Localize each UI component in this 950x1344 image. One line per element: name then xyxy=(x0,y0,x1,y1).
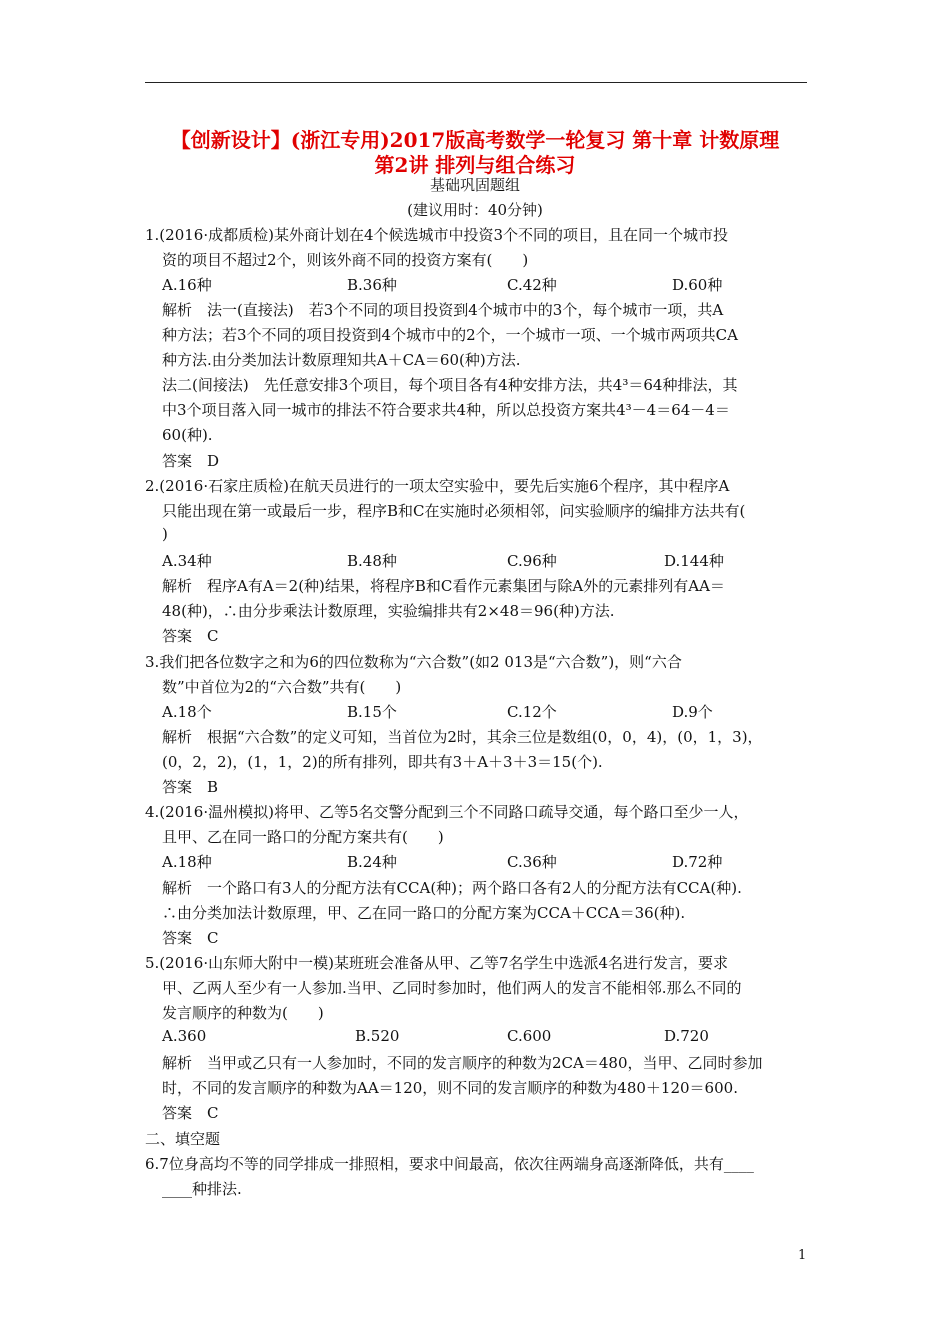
q1-option-b: B.36种 xyxy=(347,276,397,294)
q5-option-d: D.720 xyxy=(664,1027,709,1045)
q3-stem-line2: 数”中首位为2的“六合数”共有( ) xyxy=(162,678,402,696)
q1-analysis-line3: 种方法.由分类加法计数原理知共A＋CA＝60(种)方法. xyxy=(162,351,521,369)
q5-stem-line1: 5.(2016·山东师大附中一模)某班班会准备从甲、乙等7名学生中选派4名进行发言，要求 xyxy=(145,954,729,972)
q3-option-a: A.18个 xyxy=(162,703,212,721)
q1-analysis-line1: 解析 法一(直接法) 若3个不同的项目投资到4个城市中的3个，每个城市一项，共A xyxy=(162,301,724,319)
q2-analysis-line1: 解析 程序A有A＝2(种)结果，将程序B和C看作元素集团与除A外的元素排列有AA＝ xyxy=(162,577,725,595)
q1-option-a: A.16种 xyxy=(162,276,212,294)
q4-analysis-line2: ∴由分类加法计数原理，甲、乙在同一路口的分配方案为CCA＋CCA＝36(种). xyxy=(162,904,686,922)
q3-analysis-line1: 解析 根据“六合数”的定义可知，当首位为2时，其余三位是数组(0，0，4)，(0，1，3)， xyxy=(162,728,763,746)
q1-analysis-line5: 中3个项目落入同一城市的排法不符合要求共4种，所以总投资方案共4³－4＝64－4＝ xyxy=(162,401,730,419)
section-heading: 基础巩固题组 xyxy=(429,176,520,194)
q2-option-d: D.144种 xyxy=(664,552,724,570)
q2-stem-line1: 2.(2016·石家庄质检)在航天员进行的一项太空实验中，要先后实施6个程序，其中程序A xyxy=(145,477,730,495)
q4-answer: 答案 C xyxy=(162,929,219,947)
q1-option-c: C.42种 xyxy=(507,276,557,294)
q5-stem-line2: 甲、乙两人至少有一人参加.当甲、乙同时参加时，他们两人的发言不能相邻.那么不同的 xyxy=(162,979,742,997)
q4-stem-line1: 4.(2016·温州模拟)将甲、乙等5名交警分配到三个不同路口疏导交通，每个路口至少一人， xyxy=(145,803,749,821)
q3-analysis-line2: (0，2，2)，(1，1，2)的所有排列，即共有3＋A＋3＋3＝15(个). xyxy=(162,753,603,771)
q1-answer: 答案 D xyxy=(162,452,220,470)
q2-option-b: B.48种 xyxy=(347,552,397,570)
q5-analysis-line1: 解析 当甲或乙只有一人参加时，不同的发言顺序的种数为2CA＝480，当甲、乙同时参加 xyxy=(162,1054,763,1072)
q3-option-b: B.15个 xyxy=(347,703,397,721)
q2-stem-line3: ) xyxy=(162,525,168,543)
doc-title-line1: 【创新设计】(浙江专用)2017版高考数学一轮复习 第十章 计数原理 xyxy=(170,128,780,152)
doc-title-line2: 第2讲 排列与组合练习 xyxy=(374,153,576,177)
q1-stem-line2: 资的项目不超过2个，则该外商不同的投资方案有( ) xyxy=(162,251,529,269)
q6-stem-line2: ____种排法. xyxy=(162,1180,242,1198)
q3-option-c: C.12个 xyxy=(507,703,557,721)
q5-option-a: A.360 xyxy=(162,1027,207,1045)
q4-analysis-line1: 解析 一个路口有3人的分配方法有CCA(种)；两个路口各有2人的分配方法有CCA(种). xyxy=(162,879,742,897)
time-note: (建议用时：40分钟) xyxy=(407,201,543,219)
q3-stem-line1: 3.我们把各位数字之和为6的四位数称为“六合数”(如2 013是“六合数”)，则“六合 xyxy=(145,653,682,671)
q1-stem-line1: 1.(2016·成都质检)某外商计划在4个候选城市中投资3个不同的项目，且在同一个城市投 xyxy=(145,226,729,244)
q1-analysis-line2: 种方法；若3个不同的项目投资到4个城市中的2个，一个城市一项、一个城市两项共CA xyxy=(162,326,738,344)
page-number: 1 xyxy=(798,1248,807,1263)
q5-answer: 答案 C xyxy=(162,1104,219,1122)
q1-analysis-line4: 法二(间接法) 先任意安排3个项目，每个项目各有4种安排方法，共4³＝64种排法，其 xyxy=(162,376,738,394)
q5-analysis-line2: 时，不同的发言顺序的种数为AA＝120，则不同的发言顺序的种数为480＋120＝600. xyxy=(162,1079,738,1097)
q4-option-b: B.24种 xyxy=(347,853,397,871)
q2-analysis-line2: 48(种)，∴由分步乘法计数原理，实验编排共有2×48＝96(种)方法. xyxy=(162,602,615,620)
q2-stem-line2: 只能出现在第一或最后一步，程序B和C在实施时必须相邻，问实验顺序的编排方法共有( xyxy=(162,502,746,520)
q3-answer: 答案 B xyxy=(162,778,219,796)
q4-option-a: A.18种 xyxy=(162,853,212,871)
q2-answer: 答案 C xyxy=(162,627,219,645)
q4-option-c: C.36种 xyxy=(507,853,557,871)
q1-analysis-line6: 60(种). xyxy=(162,426,213,444)
q2-option-c: C.96种 xyxy=(507,552,557,570)
header-rule xyxy=(145,82,807,83)
q3-option-d: D.9个 xyxy=(672,703,713,721)
q6-stem-line1: 6.7位身高均不等的同学排成一排照相，要求中间最高，依次往两端身高逐渐降低，共有____ xyxy=(145,1155,754,1173)
q4-option-d: D.72种 xyxy=(672,853,723,871)
q1-option-d: D.60种 xyxy=(672,276,723,294)
q4-stem-line2: 且甲、乙在同一路口的分配方案共有( ) xyxy=(162,828,444,846)
q5-option-c: C.600 xyxy=(507,1027,552,1045)
section2-heading: 二、填空题 xyxy=(145,1130,221,1148)
q5-option-b: B.520 xyxy=(355,1027,400,1045)
q5-stem-line3: 发言顺序的种数为( ) xyxy=(162,1004,324,1022)
q2-option-a: A.34种 xyxy=(162,552,212,570)
